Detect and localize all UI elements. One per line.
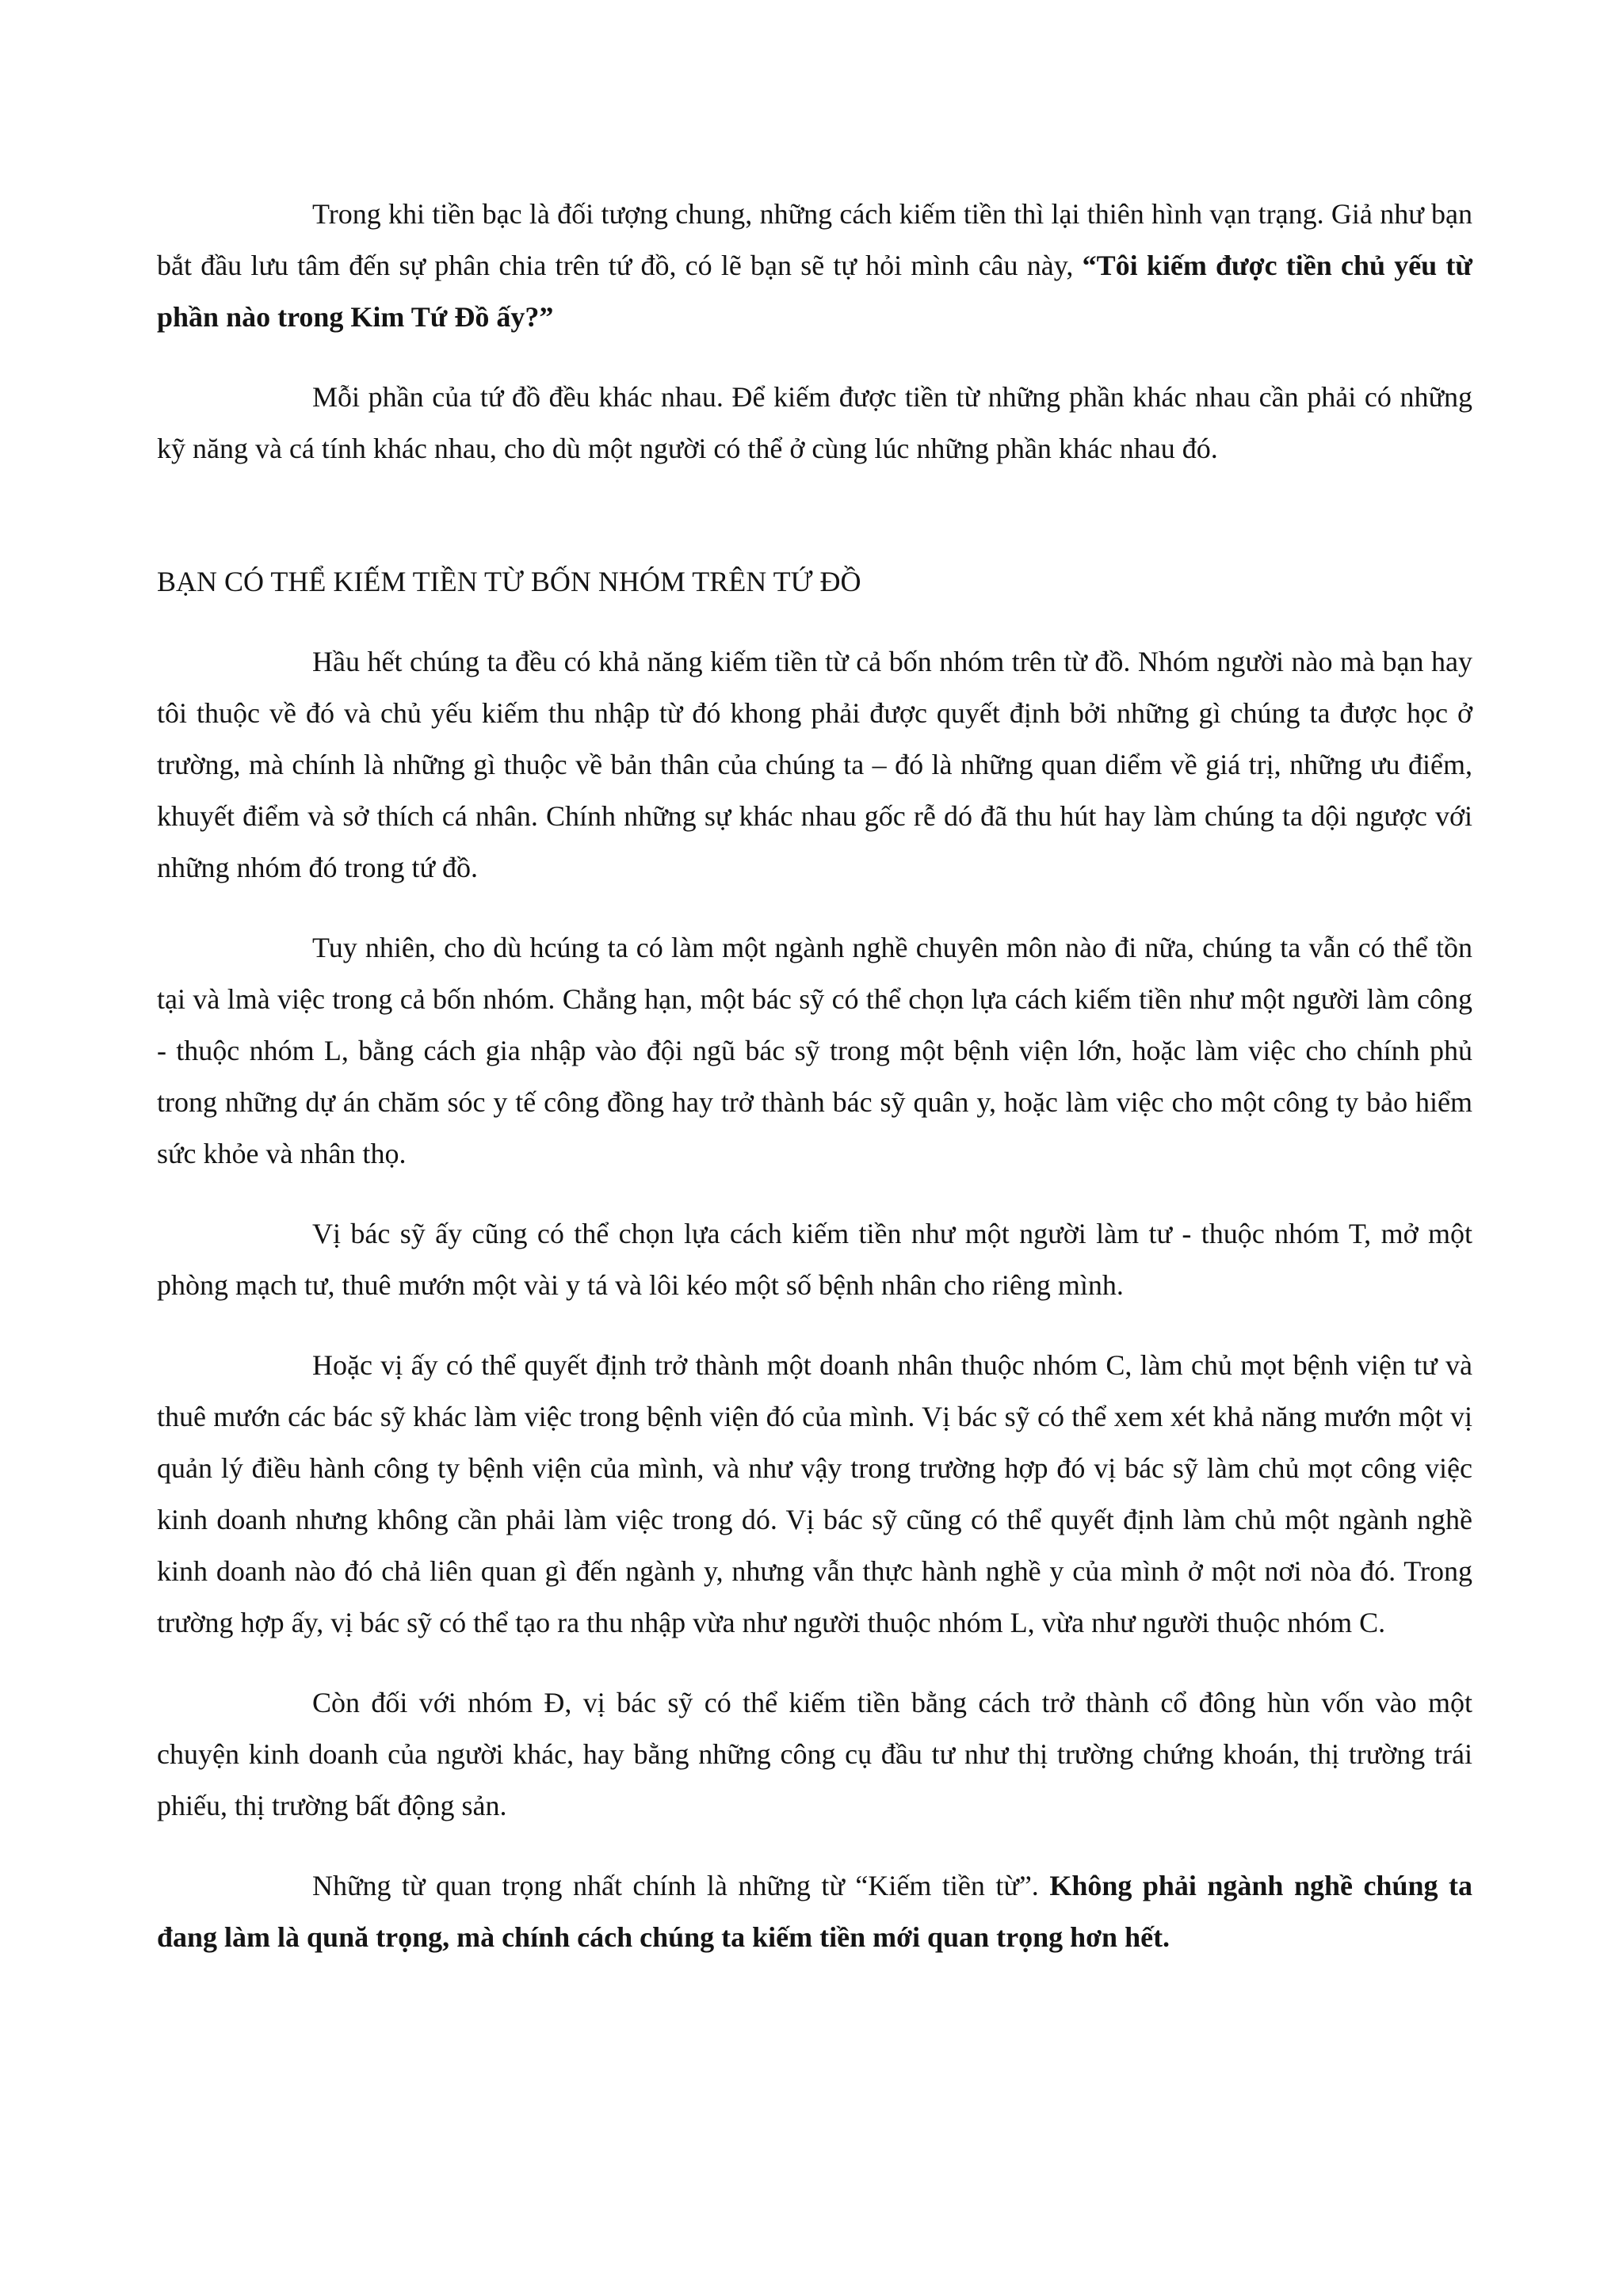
- paragraph-doctor-business-owner: Hoặc vị ấy có thể quyết định trở thành một doanh nhân thuộc nhóm C, làm chủ mọt bệnh viện tư và thuê mướn các bác sỹ khác làm việc trong bệnh viện đó của mình. Vị bác sỹ có thể xem xét khả năng mướn một vị quản lý điều hành công ty bệnh viện của mình, và như vậy trong trường hợp đó vị bác sỹ làm chủ mọt công việc kinh doanh nhưng không cần phải làm việc trong dó. Vị bác sỹ cũng có thể quyết định làm chủ một ngành nghề kinh doanh nào đó chả liên quan gì đến ngành y, nhưng vẫn thực hành nghề y của mình ở một nơi nòa đó. Trong trường hợp ấy, vị bác sỹ có thể tạo ra thu nhập vừa như người thuộc nhóm L, vừa như người thuộc nhóm C.: [157, 1349, 1472, 1638]
- paragraph-doctor-investor: Còn đối với nhóm Đ, vị bác sỹ có thể kiếm tiền bằng cách trở thành cổ đông hùn vốn vào một chuyện kinh doanh của người khác, hay bằng những công cụ đầu tư như thị trường chứng khoán, thị trường trái phiếu, thị trường bất động sản.: [157, 1687, 1472, 1821]
- paragraph-conclusion: [157, 1860, 1472, 1963]
- paragraph-intro-text: Trong khi tiền bạc là đối tượng chung, những cách kiếm tiền thì lại thiên hình vạn trạng. Giả như bạn bắt đầu lưu tâm đến sự phân chia trên tứ đồ, có lẽ bạn sẽ tự hỏi mình câu này,: [157, 198, 1472, 281]
- section-heading: BẠN CÓ THỂ KIẾM TIỀN TỪ BỐN NHÓM TRÊN TỨ ĐỒ: [157, 566, 861, 597]
- paragraph-doctor-employee: Tuy nhiên, cho dù hcúng ta có làm một ngành nghề chuyên môn nào đi nữa, chúng ta vẫn có thể tồn tại và lmà việc trong cả bốn nhóm. Chẳng hạn, một bác sỹ có thể chọn lựa cách kiếm tiền như một người làm công - thuộc nhóm L, bằng cách gia nhập vào đội ngũ bác sỹ trong một bệnh viện lớn, hoặc làm việc cho chính phủ trong những dự án chăm sóc y tế công đồng hay trở thành bác sỹ quân y, hoặc làm việc cho một công ty bảo hiểm sức khỏe và nhân thọ.: [157, 932, 1472, 1169]
- paragraph-intro-question: “Tôi kiếm được tiền chủ yếu từ phần nào trong Kim Tứ Đồ ấy?”: [157, 250, 1472, 333]
- paragraph-conclusion-emphasis: Không phải ngành nghề chúng ta đang làm là qună trọng, mà chính cách chúng ta kiếm tiền mới quan trọng hơn hết.: [157, 1870, 1472, 1953]
- paragraph-quadrant-skills: Mỗi phần của tứ đồ đều khác nhau. Để kiếm được tiền từ những phần khác nhau cần phải có những kỹ năng và cá tính khác nhau, cho dù một người có thể ở cùng lúc những phần khác nhau đó.: [157, 381, 1472, 464]
- paragraph-four-groups: Hầu hết chúng ta đều có khả năng kiếm tiền từ cả bốn nhóm trên từ đồ. Nhóm người nào mà bạn hay tôi thuộc về đó và chủ yếu kiếm thu nhập từ đó khong phải được quyết định bởi những gì chúng ta được học ở trường, mà chính là những gì thuộc về bản thân của chúng ta – đó là những quan diểm về giá trị, những ưu điểm, khuyết điểm và sở thích cá nhân. Chính những sự khác nhau gốc rễ dó đã thu hút hay làm chúng ta dội ngược với những nhóm đó trong tứ đồ.: [157, 646, 1472, 883]
- paragraph-conclusion-text: Những từ quan trọng nhất chính là những từ “Kiếm tiền từ”.: [312, 1870, 1050, 1901]
- paragraph-intro: [157, 189, 1472, 343]
- paragraph-doctor-self-employed: Vị bác sỹ ấy cũng có thể chọn lựa cách kiếm tiền như một người làm tư - thuộc nhóm T, mở một phòng mạch tư, thuê mướn một vài y tá và lôi kéo một số bệnh nhân cho riêng mình.: [157, 1218, 1472, 1301]
- document-body: [157, 189, 1472, 1963]
